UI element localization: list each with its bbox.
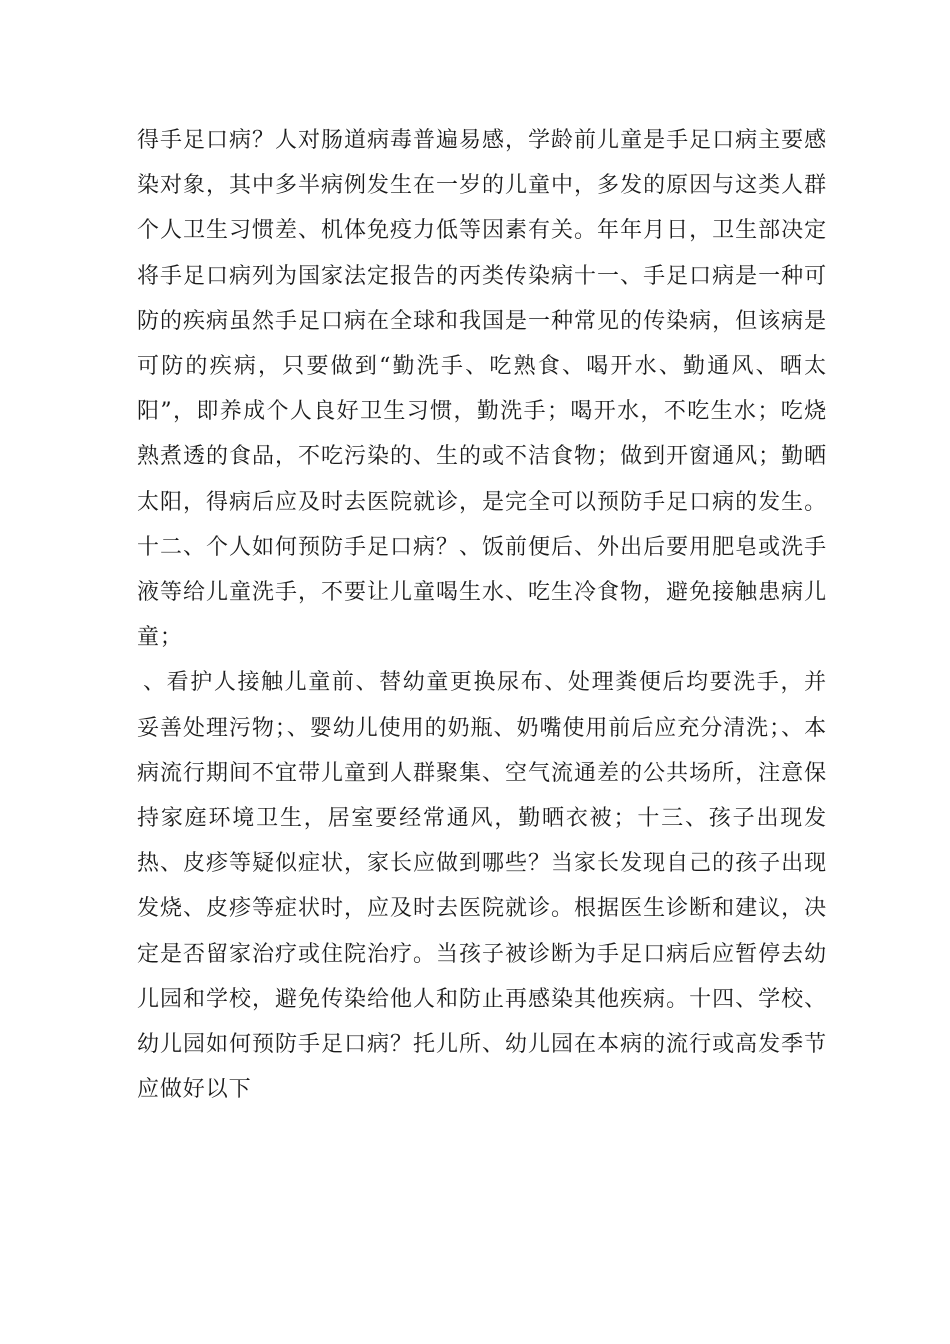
document-body [137, 118, 827, 1112]
paragraph-1: 得手足口病？人对肠道病毒普遍易感，学龄前儿童是手足口病主要感染对象，其中多半病例发生在一岁的儿童中，多发的原因与这类人群个人卫生习惯差、机体免疫力低等因素有关。年年月日，卫生部决定将手足口病列为国家法定报告的丙类传染病十一、手足口病是一种可防的疾病虽然手足口病在全球和我国是一种常见的传染病，但该病是可防的疾病，只要做到“勤洗手、吃熟食、喝开水、勤通风、晒太阳”，即养成个人良好卫生习惯，勤洗手；喝开水，不吃生水；吃烧熟煮透的食品，不吃污染的、生的或不洁食物；做到开窗通风；勤晒太阳，得病后应及时去医院就诊，是完全可以预防手足口病的发生。十二、个人如何预防手足口病？、饭前便后、外出后要用肥皂或洗手液等给儿童洗手，不要让儿童喝生水、吃生冷食物，避免接触患病儿童； [137, 128, 827, 651]
paragraph-2: 、看护人接触儿童前、替幼童更换尿布、处理粪便后均要洗手，并妥善处理污物；、婴幼儿使用的奶瓶、奶嘴使用前后应充分清洗；、本病流行期间不宜带儿童到人群聚集、空气流通差的公共场所，注意保持家庭环境卫生，居室要经常通风，勤晒衣被；十三、孩子出现发热、皮疹等疑似症状，家长应做到哪些？当家长发现自己的孩子出现发烧、皮疹等症状时，应及时去医院就诊。根据医生诊断和建议，决定是否留家治疗或住院治疗。当孩子被诊断为手足口病后应暂停去幼儿园和学校，避免传染给他人和防止再感染其他疾病。十四、学校、幼儿园如何预防手足口病？托儿所、幼儿园在本病的流行或高发季节应做好以下 [137, 670, 827, 1103]
